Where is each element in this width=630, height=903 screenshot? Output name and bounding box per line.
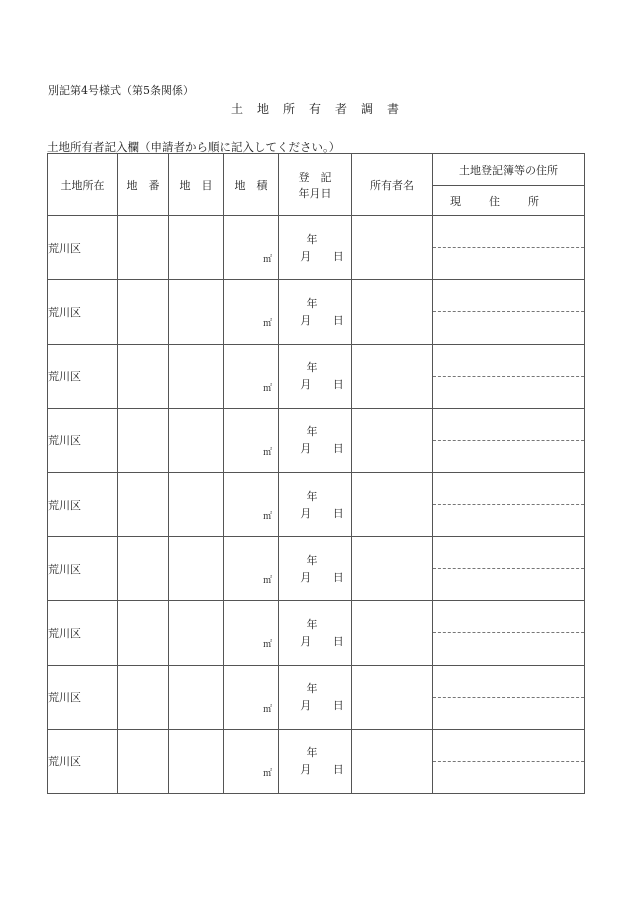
land-category-cell[interactable] xyxy=(169,408,224,472)
table-row xyxy=(48,601,585,633)
owner-name-cell[interactable] xyxy=(352,408,433,472)
registry-address-cell[interactable] xyxy=(433,665,585,697)
document-title: 土地所有者調書 xyxy=(230,102,413,116)
month-day-label: 月 日 xyxy=(300,249,344,263)
registry-address-cell[interactable] xyxy=(433,729,585,761)
registration-date-cell[interactable] xyxy=(279,344,352,408)
month-day-label: 月 日 xyxy=(300,442,344,456)
month-day-label: 月 日 xyxy=(300,699,344,713)
land-area-cell[interactable] xyxy=(224,472,279,536)
year-label: 年 xyxy=(306,425,318,439)
form-number-label: 別記第4号様式（第5条関係） xyxy=(48,84,194,97)
owner-name-cell[interactable] xyxy=(352,472,433,536)
year-label: 年 xyxy=(306,617,318,631)
registry-address-cell[interactable] xyxy=(433,280,585,312)
current-address-cell[interactable] xyxy=(433,569,585,601)
area-unit-label: ㎡ xyxy=(262,383,272,394)
location-cell[interactable]: 荒川区 xyxy=(48,408,118,472)
lot-number-cell[interactable] xyxy=(118,729,169,793)
land-area-cell[interactable] xyxy=(224,280,279,344)
land-category-cell[interactable] xyxy=(169,729,224,793)
month-day-label: 月 日 xyxy=(300,570,344,584)
lot-number-cell[interactable] xyxy=(118,280,169,344)
month-day-label: 月 日 xyxy=(300,634,344,648)
land-category-cell[interactable] xyxy=(169,537,224,601)
header-owner-name: 所有者名 xyxy=(352,154,433,216)
owner-name-cell[interactable] xyxy=(352,280,433,344)
header-land-area: 地 積 xyxy=(224,154,279,216)
table-row xyxy=(48,280,585,312)
location-cell[interactable]: 荒川区 xyxy=(48,537,118,601)
header-registration-date-line1: 登 記 xyxy=(298,170,332,184)
owner-name-cell[interactable] xyxy=(352,216,433,280)
registration-date-cell[interactable] xyxy=(279,216,352,280)
year-label: 年 xyxy=(306,296,318,310)
location-cell[interactable]: 荒川区 xyxy=(48,601,118,665)
year-label: 年 xyxy=(306,232,318,246)
land-area-cell[interactable] xyxy=(224,729,279,793)
location-cell[interactable]: 荒川区 xyxy=(48,472,118,536)
registration-date-cell[interactable] xyxy=(279,729,352,793)
area-unit-label: ㎡ xyxy=(262,447,272,458)
lot-number-cell[interactable] xyxy=(118,472,169,536)
registry-address-cell[interactable] xyxy=(433,344,585,376)
current-address-cell[interactable] xyxy=(433,376,585,408)
owner-name-cell[interactable] xyxy=(352,344,433,408)
year-label: 年 xyxy=(306,553,318,567)
land-area-cell[interactable] xyxy=(224,665,279,729)
land-area-cell[interactable] xyxy=(224,408,279,472)
registration-date-cell[interactable] xyxy=(279,601,352,665)
land-category-cell[interactable] xyxy=(169,472,224,536)
lot-number-cell[interactable] xyxy=(118,601,169,665)
table-row xyxy=(48,665,585,697)
registry-address-cell[interactable] xyxy=(433,408,585,440)
owner-name-cell[interactable] xyxy=(352,665,433,729)
table-row xyxy=(48,408,585,440)
land-area-cell[interactable] xyxy=(224,537,279,601)
header-location: 土地所在 xyxy=(48,154,118,216)
owner-name-cell[interactable] xyxy=(352,601,433,665)
month-day-label: 月 日 xyxy=(300,763,344,777)
table-row xyxy=(48,216,585,248)
area-unit-label: ㎡ xyxy=(262,319,272,330)
registration-date-cell[interactable] xyxy=(279,537,352,601)
table-row xyxy=(48,472,585,504)
year-label: 年 xyxy=(306,682,318,696)
area-unit-label: ㎡ xyxy=(262,768,272,779)
registry-address-cell[interactable] xyxy=(433,601,585,633)
current-address-cell[interactable] xyxy=(433,633,585,665)
registration-date-cell[interactable] xyxy=(279,665,352,729)
land-category-cell[interactable] xyxy=(169,216,224,280)
area-unit-label: ㎡ xyxy=(262,511,272,522)
location-cell[interactable]: 荒川区 xyxy=(48,344,118,408)
current-address-cell[interactable] xyxy=(433,697,585,729)
year-label: 年 xyxy=(306,361,318,375)
header-registration-date-line2: 年月日 xyxy=(298,186,332,200)
owner-name-cell[interactable] xyxy=(352,537,433,601)
lot-number-cell[interactable] xyxy=(118,216,169,280)
current-address-cell[interactable] xyxy=(433,505,585,537)
header-registry-address: 土地登記簿等の住所 xyxy=(433,154,585,186)
registration-date-cell[interactable] xyxy=(279,408,352,472)
registry-address-cell[interactable] xyxy=(433,537,585,569)
current-address-cell[interactable] xyxy=(433,312,585,344)
land-category-cell[interactable] xyxy=(169,344,224,408)
area-unit-label: ㎡ xyxy=(262,704,272,715)
area-unit-label: ㎡ xyxy=(262,255,272,266)
owner-name-cell[interactable] xyxy=(352,729,433,793)
table-row xyxy=(48,537,585,569)
lot-number-cell[interactable] xyxy=(118,665,169,729)
current-address-cell[interactable] xyxy=(433,248,585,280)
land-area-cell[interactable] xyxy=(224,344,279,408)
header-lot-number: 地 番 xyxy=(118,154,169,216)
current-address-cell[interactable] xyxy=(433,440,585,472)
land-category-cell[interactable] xyxy=(169,601,224,665)
table-row xyxy=(48,729,585,761)
location-cell[interactable]: 荒川区 xyxy=(48,280,118,344)
header-registration-date xyxy=(279,154,352,216)
lot-number-cell[interactable] xyxy=(118,537,169,601)
area-unit-label: ㎡ xyxy=(262,640,272,651)
registry-address-cell[interactable] xyxy=(433,216,585,248)
month-day-label: 月 日 xyxy=(300,313,344,327)
month-day-label: 月 日 xyxy=(300,506,344,520)
location-cell[interactable]: 荒川区 xyxy=(48,729,118,793)
registration-date-cell[interactable] xyxy=(279,280,352,344)
location-cell[interactable]: 荒川区 xyxy=(48,216,118,280)
area-unit-label: ㎡ xyxy=(262,576,272,587)
lot-number-cell[interactable] xyxy=(118,408,169,472)
year-label: 年 xyxy=(306,746,318,760)
header-current-address: 現住所 xyxy=(433,186,585,216)
lot-number-cell[interactable] xyxy=(118,344,169,408)
month-day-label: 月 日 xyxy=(300,378,344,392)
land-area-cell[interactable] xyxy=(224,216,279,280)
land-category-cell[interactable] xyxy=(169,665,224,729)
table-row xyxy=(48,344,585,376)
current-address-cell[interactable] xyxy=(433,761,585,793)
land-category-cell[interactable] xyxy=(169,280,224,344)
registration-date-cell[interactable] xyxy=(279,472,352,536)
instruction-text: 土地所有者記入欄（申請者から順に記入してください。） xyxy=(47,140,341,154)
header-land-category: 地 目 xyxy=(169,154,224,216)
registry-address-cell[interactable] xyxy=(433,472,585,504)
land-area-cell[interactable] xyxy=(224,601,279,665)
year-label: 年 xyxy=(306,489,318,503)
landowner-survey-table xyxy=(47,153,585,794)
location-cell[interactable]: 荒川区 xyxy=(48,665,118,729)
